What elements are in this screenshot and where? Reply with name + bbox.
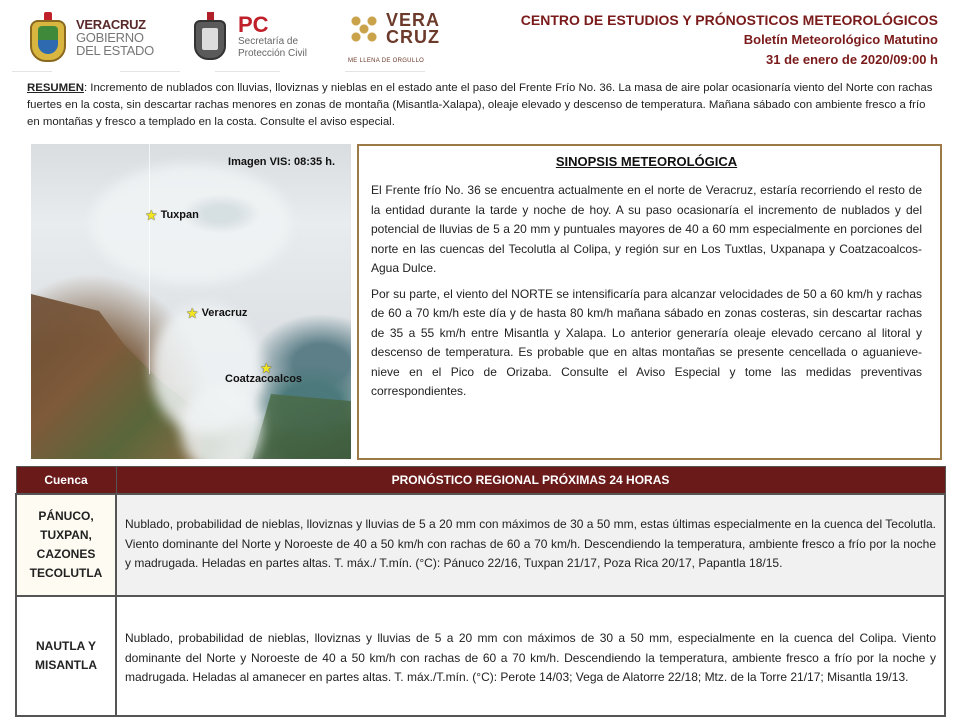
header-divider: [345, 71, 425, 72]
column-header-cuenca: Cuenca: [16, 467, 116, 494]
logo-gobierno-line1: VERACRUZ: [76, 16, 146, 32]
cuenca-name-line: TECOLUTLA: [29, 565, 103, 580]
gobierno-veracruz-logo: [28, 12, 154, 62]
satellite-image: [31, 144, 351, 459]
veracruz-brand-logo: [348, 12, 440, 46]
cuenca-name-line: MISANTLA: [35, 657, 97, 672]
marker-label: Coatzacoalcos: [225, 373, 303, 385]
sinopsis-paragraph: Por su parte, el viento del NORTE se intensificaría para alcanzar velocidades de 50 a 60 km/h y rachas de 60 a 70 km/h este día y de hasta 80 km/h mañana sábado en zonas costeras, sin descartar rachas de 35 a 55 km/h entre Misantla y Xalapa. Lo anterior generaría oleaje elevado cercano al litoral y descenso de temperatura. Es probable que en altas montañas se presente cencellada o aguanieve-nieve en el Pico de Orizaba. Consulte el Aviso Especial y tome las medidas preventivas correspondientes.: [371, 286, 922, 398]
regional-forecast-table: [15, 466, 946, 717]
bulletin-date: 31 de enero de 2020/09:00 h: [766, 52, 938, 67]
star-icon: ★: [186, 305, 199, 321]
satellite-border-line: [149, 144, 150, 374]
table-row: [16, 494, 945, 596]
resumen-text: : Incremento de nublados con lluvias, lloviznas y nieblas en el estado ante el paso del Frente Frío No. 36. La masa de aire polar ocasionaría viento del Norte con rachas fuertes en la costa, sin descartar rachas menores en zonas de montaña (Misantla-Xalapa), oleaje elevado y descenso de temperatura. Mañana sábado con ambiente fresco a frío en montañas y fresco a templado en la costa. Consulte el aviso especial.: [27, 82, 933, 128]
cuenca-name-line: CAZONES: [36, 546, 96, 561]
header-divider: [215, 71, 280, 72]
proteccion-civil-shield-icon: [190, 12, 230, 62]
logo-pc-abbr: PC: [238, 12, 269, 37]
veracruz-coat-of-arms-icon: [28, 12, 68, 62]
table-row: [16, 596, 945, 716]
cuenca-name-line: NAUTLA Y: [36, 638, 96, 653]
logo-gobierno-line2: GOBIERNO: [76, 29, 144, 45]
marker-veracruz: [186, 306, 247, 320]
marker-label: Tuxpan: [160, 209, 199, 221]
satellite-cloud: [91, 164, 291, 284]
forecast-text-cell: Nublado, probabilidad de nieblas, lloviznas y lluvias de 5 a 20 mm con máximos de 30 a 50 mm, especialmente en la cuenca del Colipa. Viento dominante del Norte y Noroeste de 40 a 50 km/h con rachas de 60 a 70 km/h. Descendiendo la temperatura, ambiente fresco a frío por la noche y madrugada. Heladas al amanecer en partes altas. T. máx./T.mín. (°C): Perote 14/03; Vega de Alatorre 22/18; Mtz. de la Torre 21/17; Misantla 19/13.: [116, 596, 945, 716]
logo-vera-tagline: ME LLENA DE ORGULLO: [348, 58, 425, 64]
sinopsis-box: [357, 144, 942, 460]
resumen-label: RESUMEN: [27, 82, 84, 94]
header-divider: [12, 71, 52, 72]
logo-gobierno-line3: DEL ESTADO: [76, 42, 154, 58]
marker-tuxpan: [145, 208, 199, 222]
cuenca-cell: [16, 596, 116, 716]
bulletin-title-block: [521, 10, 938, 70]
logo-pc-line2: Protección Civil: [238, 48, 307, 59]
bulletin-subtitle: Boletín Meteorológico Matutino: [743, 32, 938, 47]
star-icon: ★: [260, 360, 273, 376]
star-icon: ★: [145, 207, 158, 223]
header-divider: [120, 71, 180, 72]
table-header-row: [16, 467, 945, 494]
logo-pc-line1: Secretaría de: [238, 36, 299, 47]
cuenca-name-line: PÁNUCO,: [38, 508, 94, 523]
satellite-land-area: [251, 394, 351, 459]
cuenca-name-line: TUXPAN,: [40, 527, 92, 542]
sinopsis-title: SINOPSIS METEOROLÓGICA: [555, 154, 738, 169]
column-header-pronostico: PRONÓSTICO REGIONAL PRÓXIMAS 24 HORAS: [116, 467, 945, 494]
marker-coatzacoalcos-label: [222, 373, 302, 385]
resumen-section: [27, 80, 935, 131]
proteccion-civil-logo: [190, 12, 307, 62]
veracruz-pattern-icon: [348, 13, 380, 45]
satellite-caption: Imagen VIS: 08:35 h.: [228, 156, 335, 168]
logo-vera-line2: CRUZ: [386, 27, 440, 47]
bulletin-header: [0, 0, 960, 76]
marker-label: Veracruz: [201, 307, 248, 319]
cuenca-cell: [16, 494, 116, 596]
center-title: CENTRO DE ESTUDIOS Y PRÓNOSTICOS METEOROLÓGICOS: [520, 12, 938, 28]
logo-vera-line1: VERA: [386, 10, 441, 30]
forecast-text-cell: Nublado, probabilidad de nieblas, lloviznas y lluvias de 5 a 20 mm con máximos de 30 a 50 mm, estas últimas especialmente en la cuenca del Tecolutla. Viento dominante del Norte y Noroeste de 40 a 50 km/h con rachas de 60 a 70 km/h. Descendiendo la temperatura, ambiente fresco a frío por la noche y madrugada. Heladas en partes altas. T. máx./ T.mín. (°C): Pánuco 22/16, Tuxpan 21/17, Poza Rica 20/17, Papantla 18/15.: [116, 494, 945, 596]
sinopsis-paragraph: El Frente frío No. 36 se encuentra actualmente en el norte de Veracruz, estaría recorriendo el resto de la entidad durante la tarde y noche de hoy. A su paso ocasionaría el incremento de nublados y del potencial de lluvias de 5 a 20 mm y puntuales mayores de 40 a 60 mm especialmente en porciones del norte en las cuencas del Tecolutla al Colipa, y región sur en Los Tuxtlas, Uxpanapa y Coatzacoalcos-Agua Dulce.: [371, 183, 922, 275]
